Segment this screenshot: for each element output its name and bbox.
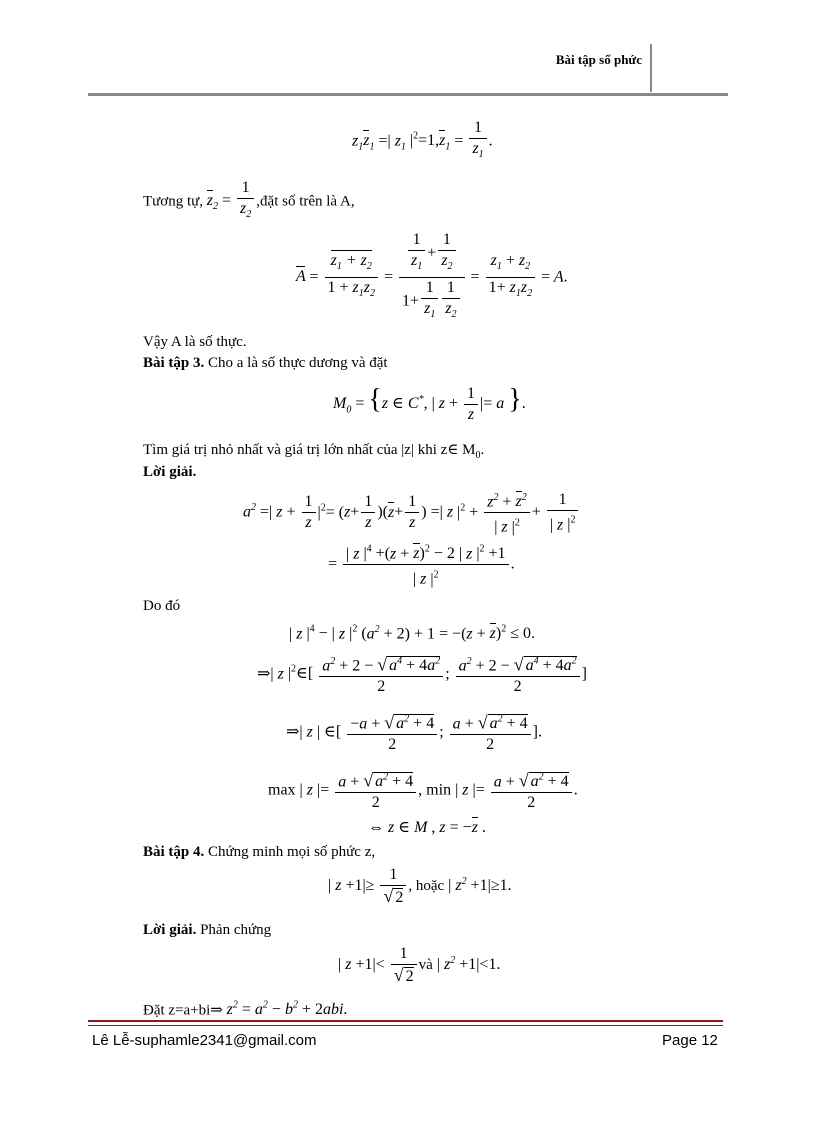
text-dat-z: Đặt z=a+bi⇒ $z^2 = a^2 - b^2 + 2abi$.: [143, 1000, 348, 1019]
equation-a-squared-cont: = $\frac{| z |^4 +(z + z)^2 - 2 | z |^2 +1}{| z |^2}$ .: [328, 540, 515, 590]
text-loi-giai-2: Lời giải. Phản chứng: [143, 922, 272, 938]
equation-modulus-squared-interval: ⇒| z $|^2\in$[ $\frac{a^2 + 2 - √ a^4 + 4a^2}{2}$ ; $\frac{a^2 + 2 - √ a^4 + 4a^2}{2}$ ]: [257, 652, 587, 697]
text-loi-giai: Lời giải.: [143, 464, 197, 480]
equation-equality-condition: ⇔ z ∈ M , z = −z .: [368, 819, 486, 836]
text-tuong-tu: Tương tự, $z_2$ = $\frac{1}{z_2}$ ,đặt số trên là A,: [143, 179, 355, 221]
header-rule: [88, 93, 728, 96]
equation-m0-set: $M_0 = \{z$ ∈ C*, | z + $\frac{1}{z}$ |= a }.: [333, 384, 526, 423]
text-bai-tap-4: Bài tập 4. Chứng minh mọi số phức z,: [143, 844, 376, 860]
equation-max-min: max | z |= $\frac{a + √ a^2 + 4}{2}$ , min | z |= $\frac{a + √ a^2 + 4}{2}$ .: [268, 768, 578, 813]
equation-bt4-claim: | z +1|≥ $\frac{1}{√ 2}$ , hoặc | $z^2 +1|\ge 1$.: [328, 866, 512, 906]
page-header-title: Bài tập số phức: [555, 52, 642, 67]
text-vay-a: Vậy A là số thực.: [143, 334, 247, 350]
equation-modulus-quartic: | z $|^4$ − | z $|^2$ $(a^2 + 2) + 1 = -(z + z)^2 \le 0$.: [289, 624, 535, 643]
text-tim-gia-tri: Tìm giá trị nhỏ nhất và giá trị lớn nhất của |z| khi z∈ $M_0$.: [143, 442, 485, 461]
equation-modulus-interval: ⇒| z | ∈[ $\frac{-a + √ a^2 + 4}{2}$ ; $\frac{a + √ a^2 + 4}{2}$ ].: [286, 710, 542, 755]
text-do-do: Do đó: [143, 598, 181, 614]
equation-contradiction: | z +1|< $\frac{1}{√ 2}$ và | $z^2 +1|<1$.: [338, 945, 501, 985]
equation-a-squared: $a^2$ =| z + $\frac{1}{z}$ $|^2= (z+$ $\frac{1}{z}$ )(z+ $\frac{1}{z}$ ) =| z $|^2$ + $\frac{z^2 + z^2}{| z |^2}$ + $\frac{1}{| z |^2}$: [243, 488, 580, 538]
footer-rule-thin: [88, 1025, 723, 1026]
footer-page-number: Page 12: [662, 1032, 718, 1049]
footer-author: Lê Lễ-suphamle2341@gmail.com: [92, 1032, 317, 1049]
header-divider: [650, 44, 652, 92]
equation-z1-conjugate: $z_1z_1$ =| $z_1$ $|^2=1,z_1$ = $\frac{1}{z_1}$ .: [352, 119, 493, 161]
equation-a-conjugate: A = $\frac{z_1 + z_2}{1 + z_1z_2}$ = $\frac{1}{z_1}$ + $\frac{1}{z_2}$ 1+ $\frac{1}{z_1}$ $\frac{1}{z_2}$ = $\frac{z_1 + z_2}{1+ z_1z_2}$ = A.: [296, 231, 568, 321]
text-bai-tap-3: Bài tập 3. Cho a là số thực dương và đặt: [143, 355, 388, 371]
footer-rule: [88, 1020, 723, 1022]
